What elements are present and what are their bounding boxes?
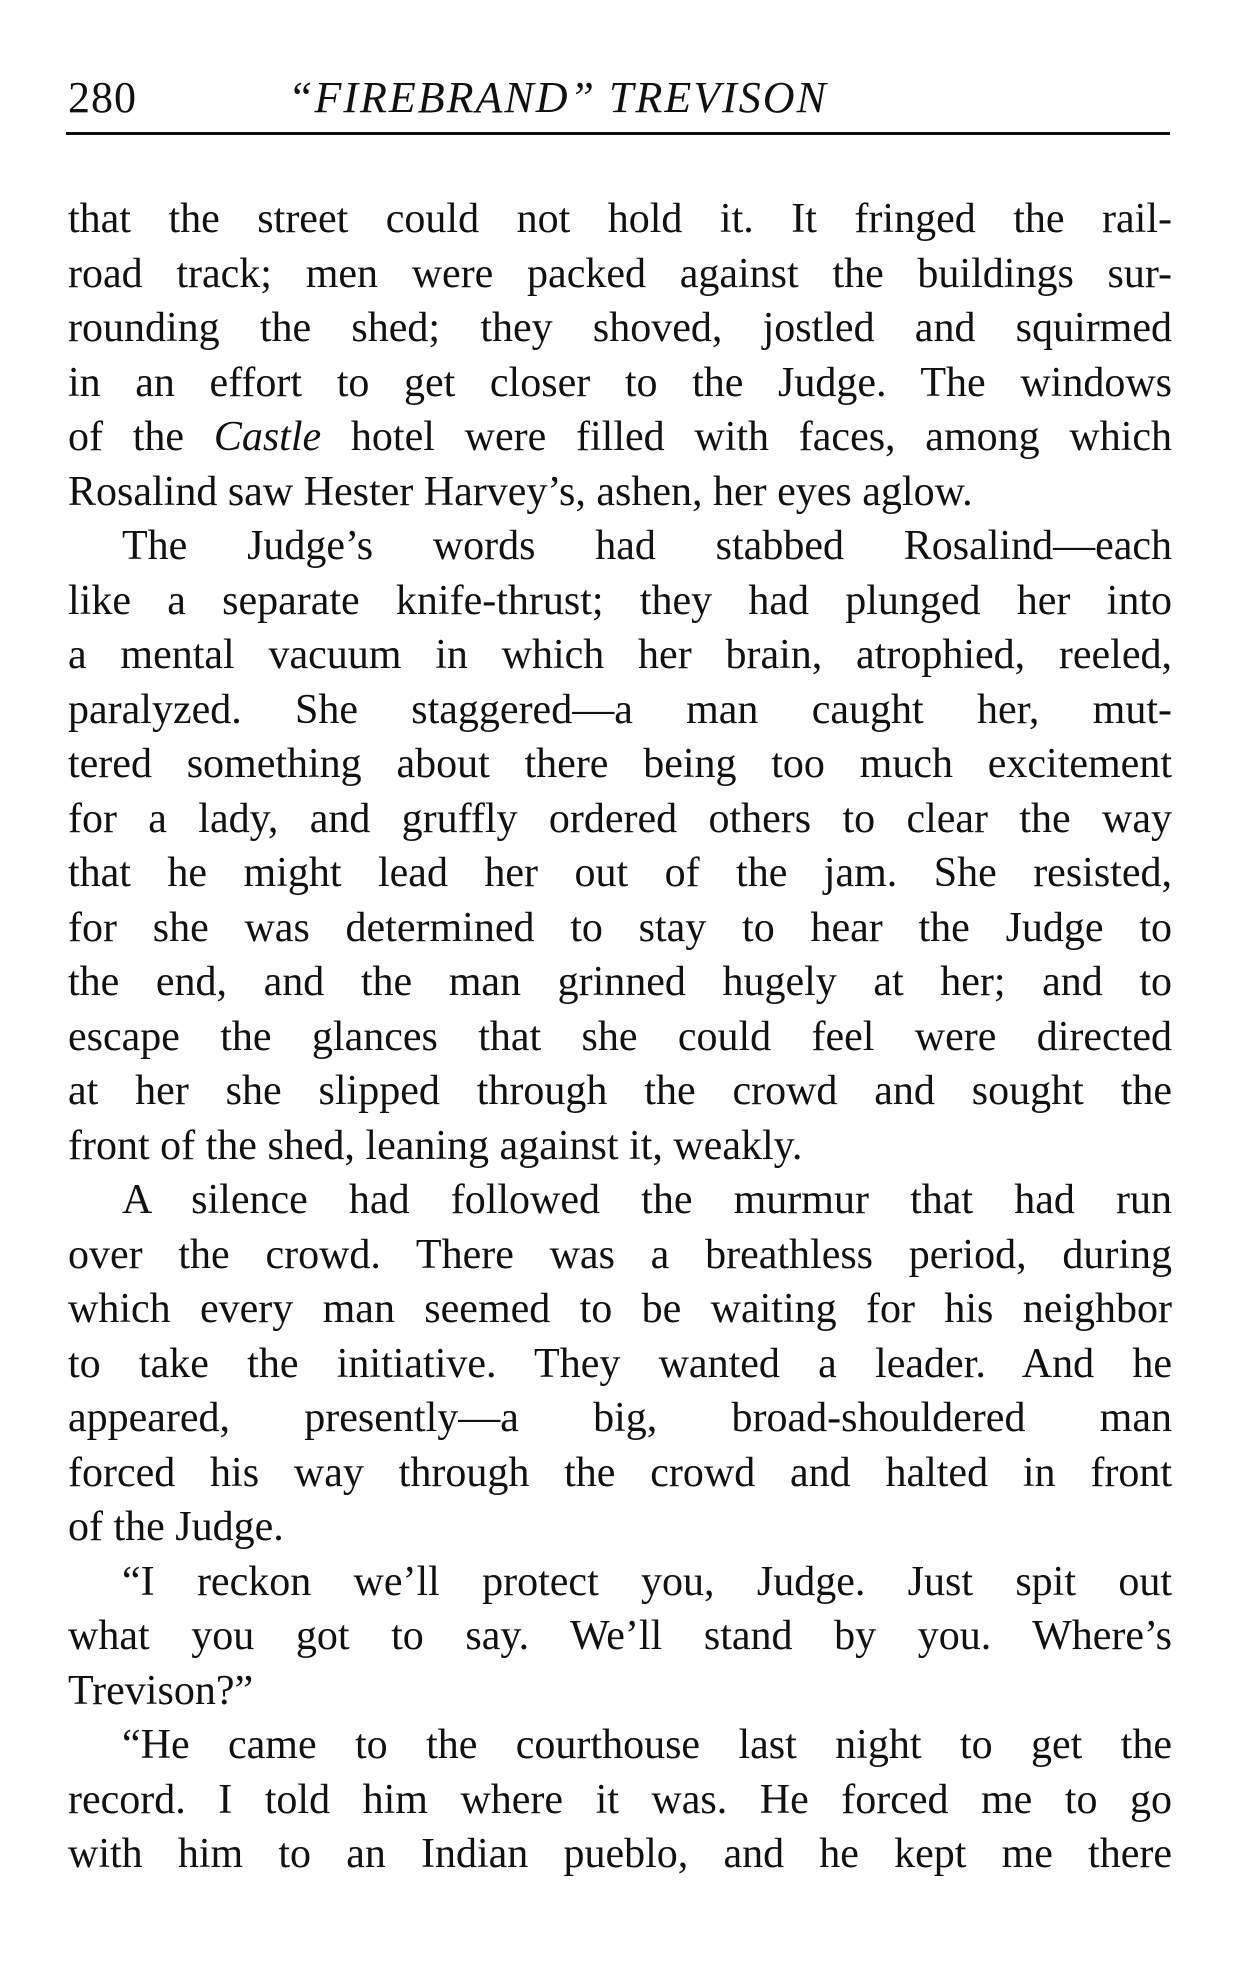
text-line: the end, and the man grinned hugely at her; and to <box>68 959 1172 1005</box>
page-header <box>68 72 1170 126</box>
text-line: road track; men were packed against the buildings sur- <box>68 250 1172 297</box>
text-line: rounding the shed; they shoved, jostled and squirmed <box>68 305 1172 351</box>
text-line: a mental vacuum in which her brain, atrophied, reeled, <box>68 632 1172 678</box>
text-line: over the crowd. There was a breathless period, during <box>68 1231 1172 1278</box>
paragraph-first-line: A silence had followed the murmur that had run <box>122 1177 1172 1223</box>
text-line: for she was determined to stay to hear the Judge to <box>68 904 1172 951</box>
text-line: Rosalind saw Hester Harvey’s, ashen, her eyes aglow. <box>68 468 973 515</box>
text-line: appeared, presently—a big, broad-shouldered man <box>68 1395 1172 1441</box>
text-line: front of the shed, leaning against it, weakly. <box>68 1122 803 1169</box>
page-number: 280 <box>68 73 137 122</box>
text-line: paralyzed. She staggered—a man caught her, mut- <box>68 686 1172 733</box>
text-line: of the Judge. <box>68 1504 284 1550</box>
text-line: for a lady, and gruffly ordered others to clear the way <box>68 795 1172 842</box>
text-line: tered something about there being too much excitement <box>68 741 1172 787</box>
text-line: record. I told him where it was. He forced me to go <box>68 1776 1172 1823</box>
running-title: “FIREBRAND” TREVISON <box>288 73 828 122</box>
text-run: hotel were filled with faces, among which <box>321 414 1172 460</box>
text-line: like a separate knife-thrust; they had plunged her into <box>68 577 1172 624</box>
text-run: of the <box>68 414 214 460</box>
header-rule <box>66 132 1170 135</box>
text-line: what you got to say. We’ll stand by you. Where’s <box>68 1613 1172 1659</box>
paragraph-first-line: The Judge’s words had stabbed Rosalind—each <box>122 523 1172 569</box>
text-line: that the street could not hold it. It fringed the rail- <box>68 196 1172 242</box>
text-line: to take the initiative. They wanted a leader. And he <box>68 1340 1172 1387</box>
italic-hotel-name: Castle <box>213 414 322 460</box>
text-line: that he might lead her out of the jam. She resisted, <box>68 850 1172 896</box>
text-line: which every man seemed to be waiting for his neighbor <box>68 1286 1172 1332</box>
text-line: escape the glances that she could feel were directed <box>68 1013 1172 1060</box>
body-text <box>68 192 1172 1882</box>
text-line: in an effort to get closer to the Judge. The windows <box>68 359 1172 406</box>
text-line: forced his way through the crowd and halted in front <box>68 1449 1172 1496</box>
text-line <box>68 410 1172 465</box>
text-line: Trevison?” <box>68 1667 254 1714</box>
paragraph-first-line: “I reckon we’ll protect you, Judge. Just spit out <box>122 1558 1172 1605</box>
text-line: at her she slipped through the crowd and sought the <box>68 1068 1172 1114</box>
text-line: with him to an Indian pueblo, and he kept me there <box>68 1831 1172 1877</box>
paragraph-first-line: “He came to the courthouse last night to get the <box>122 1722 1172 1768</box>
